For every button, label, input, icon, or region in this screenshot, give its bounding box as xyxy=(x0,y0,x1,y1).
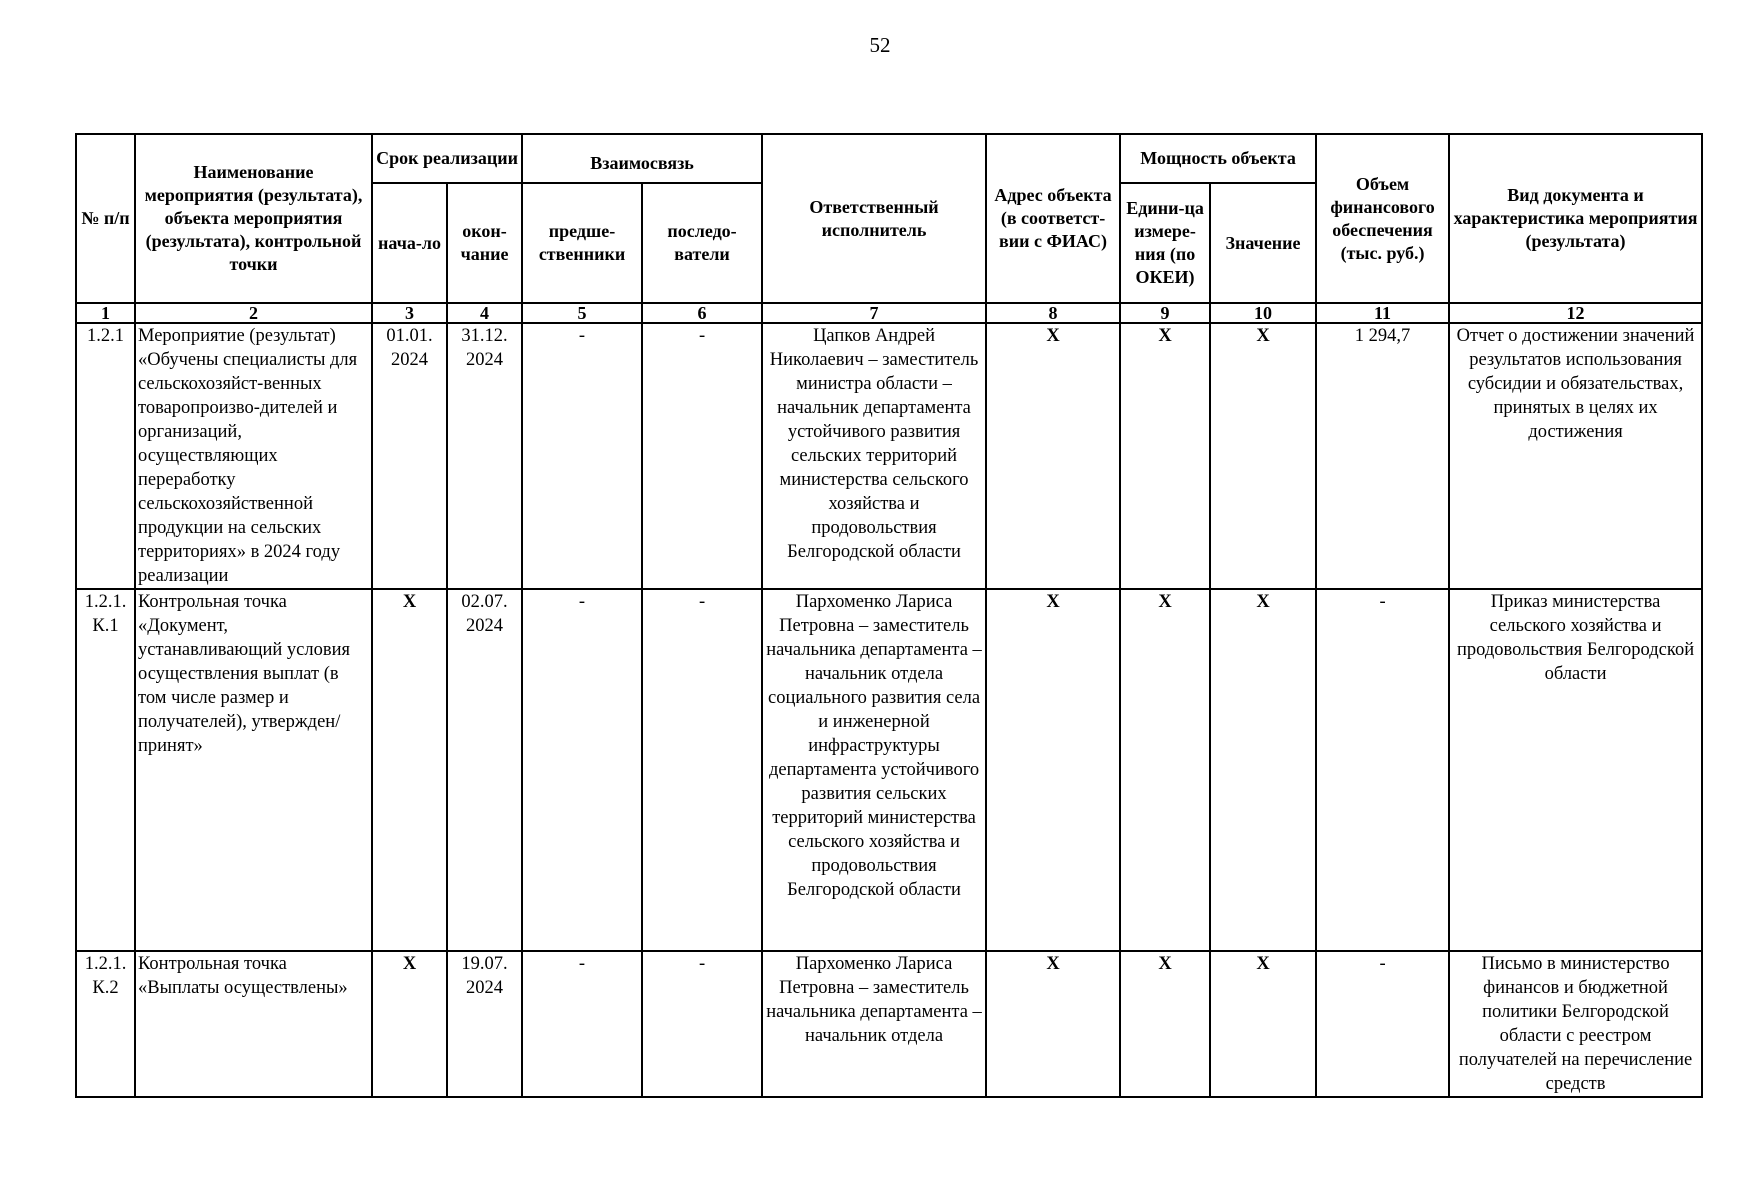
row-value: Х xyxy=(1210,951,1316,1097)
column-number: 3 xyxy=(372,303,447,323)
row-num: 1.2.1. К.1 xyxy=(76,589,135,951)
row-responsible: Пархоменко Лариса Петровна – заместитель начальника департамента – начальник отдела социального развития села и инженерной инфраструктуры департамента устойчивого развития сельских территорий министерства сельского хозяйства и продовольствия Белгородской области xyxy=(762,589,986,951)
header-name: Наименование мероприятия (результата), объекта мероприятия (результата), контрольной точки xyxy=(135,134,372,303)
event-plan-table xyxy=(75,133,1703,1098)
header-responsible: Ответственный исполнитель xyxy=(762,134,986,303)
column-number: 11 xyxy=(1316,303,1449,323)
header-term-start: нача-ло xyxy=(372,183,447,303)
row-prev: - xyxy=(522,323,642,589)
row-unit: Х xyxy=(1120,951,1210,1097)
row-name: Контрольная точка «Документ, устанавливающий условия осуществления выплат (в том числе размер и получателей), утвержден/принят» xyxy=(135,589,372,951)
row-start: Х xyxy=(372,589,447,951)
row-unit: Х xyxy=(1120,589,1210,951)
column-number: 12 xyxy=(1449,303,1702,323)
row-end: 02.07. 2024 xyxy=(447,589,522,951)
row-responsible: Пархоменко Лариса Петровна – заместитель начальника департамента – начальник отдела xyxy=(762,951,986,1097)
row-address: Х xyxy=(986,323,1120,589)
row-responsible: Цапков Андрей Николаевич – заместитель министра области – начальник департамента устойчивого развития сельских территорий министерства сельского хозяйства и продовольствия Белгородской области xyxy=(762,323,986,589)
row-doc: Отчет о достижении значений результатов использования субсидии и обязательствах, принятых в целях их достижения xyxy=(1449,323,1702,589)
row-finance: 1 294,7 xyxy=(1316,323,1449,589)
column-number: 6 xyxy=(642,303,762,323)
row-end: 19.07. 2024 xyxy=(447,951,522,1097)
header-relation: Взаимосвязь xyxy=(522,134,762,183)
row-start: 01.01. 2024 xyxy=(372,323,447,589)
row-prev: - xyxy=(522,951,642,1097)
row-doc: Приказ министерства сельского хозяйства и продовольствия Белгородской области xyxy=(1449,589,1702,951)
column-number: 5 xyxy=(522,303,642,323)
header-address: Адрес объекта (в соответст-вии с ФИАС) xyxy=(986,134,1120,303)
row-num: 1.2.1. К.2 xyxy=(76,951,135,1097)
page-number: 52 xyxy=(869,33,891,57)
row-name: Контрольная точка «Выплаты осуществлены» xyxy=(135,951,372,1097)
row-value: Х xyxy=(1210,323,1316,589)
header-term-end: окон-чание xyxy=(447,183,522,303)
row-doc: Письмо в министерство финансов и бюджетной политики Белгородской области с реестром получателей на перечисление средств xyxy=(1449,951,1702,1097)
column-number: 10 xyxy=(1210,303,1316,323)
header-finance: Объем финансового обеспечения (тыс. руб.) xyxy=(1316,134,1449,303)
header-doc-type: Вид документа и характеристика мероприятия (результата) xyxy=(1449,134,1702,303)
row-value: Х xyxy=(1210,589,1316,951)
header-capacity-unit: Едини-ца измере-ния (по ОКЕИ) xyxy=(1120,183,1210,303)
header-capacity-value: Значение xyxy=(1210,183,1316,303)
column-number: 1 xyxy=(76,303,135,323)
column-number: 8 xyxy=(986,303,1120,323)
row-address: Х xyxy=(986,589,1120,951)
row-address: Х xyxy=(986,951,1120,1097)
row-end: 31.12. 2024 xyxy=(447,323,522,589)
row-finance: - xyxy=(1316,589,1449,951)
row-next: - xyxy=(642,323,762,589)
table-row xyxy=(76,951,1702,1097)
row-num: 1.2.1 xyxy=(76,323,135,589)
row-unit: Х xyxy=(1120,323,1210,589)
table-row xyxy=(76,589,1702,951)
row-start: Х xyxy=(372,951,447,1097)
row-name: Мероприятие (результат) «Обучены специалисты для сельскохозяйст-венных товаропроизво-дителей и организаций, осуществляющих переработку сельскохозяйственной продукции на сельских территориях» в 2024 году реализации xyxy=(135,323,372,589)
column-number: 7 xyxy=(762,303,986,323)
column-number: 9 xyxy=(1120,303,1210,323)
row-next: - xyxy=(642,951,762,1097)
row-finance: - xyxy=(1316,951,1449,1097)
row-next: - xyxy=(642,589,762,951)
header-relation-prev: предше-ственники xyxy=(522,183,642,303)
header-num: № п/п xyxy=(76,134,135,303)
header-relation-next: последо-ватели xyxy=(642,183,762,303)
column-number: 2 xyxy=(135,303,372,323)
header-capacity: Мощность объекта xyxy=(1120,134,1316,183)
table-row xyxy=(76,323,1702,589)
header-term: Срок реализации xyxy=(372,134,522,183)
column-number: 4 xyxy=(447,303,522,323)
row-prev: - xyxy=(522,589,642,951)
